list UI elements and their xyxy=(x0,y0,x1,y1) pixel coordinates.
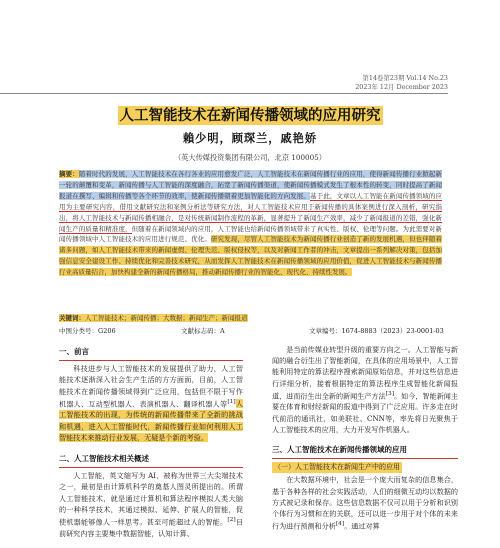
citation: [3] xyxy=(385,390,395,397)
citation: [4] xyxy=(335,521,345,528)
affiliation: （英大传媒投资集团有限公司，北京 100005） xyxy=(174,153,326,162)
intro-text: 科技进步与人工智能技术的发展提供了助力，人工智能技术逐渐深入社会生产生活的方方面面，目前，人工智能技术在新闻传播领域得到广泛应用，包括但不限于写作机器人、互动型机器人、表演机器人、翻译机器人等 xyxy=(59,364,243,409)
citation: [2] xyxy=(227,517,236,523)
issue-date: 2023年 12月 December 2023 xyxy=(355,82,448,91)
right-column xyxy=(272,344,458,532)
section-heading-overview: 二、人工智能技术相关概述 xyxy=(59,451,243,468)
applications-paragraph xyxy=(272,474,458,531)
applications-text: 在大数据环境中，社会是一个庞大而复杂的信息集合，基于各种各样的社会实践活动，人们的细微互动均以数据的方式被记录和保存。这些信息数据不仅可以用于分析和识别个体行为习惯和在的关联，还可以进一步用于对个体的未来行为进行预测和分析 xyxy=(272,475,458,531)
intro-highlight: 人工智能技术的出现，为传统的新闻传播带来了全新的挑战和机遇，进入人工智能时代，新闻传播行业如何利用人工智能技术来推动行业发展，无疑是个新的考验。 xyxy=(59,399,244,442)
header-rule xyxy=(0,93,448,94)
section-heading-applications: 三、人工智能技术在新闻传播领域的应用 xyxy=(272,442,458,459)
intro-paragraph xyxy=(59,363,243,443)
overview-text-cont: 目前研究内容主要集中数据智能，认知计算、 xyxy=(59,517,244,538)
document-code: 文献标志码：A xyxy=(181,327,225,335)
article-number: 文章编号：1674-8883（2023）23-0001-03 xyxy=(309,327,444,335)
abstract-highlight-blue: 随着时代的发展，人工智能技术在各行各业的应用愈发广泛，人工智能技术在新闻传播行业的应用，使得新闻传播行业掀起新一轮的颠覆和变革，新闻传播与人工智能的深度融合，拓宽了新闻传播渠道，使新闻传播模式发生了根本性的转变，同时提高了新闻报道在撰写、编辑和传播等各个环节的效率，使新闻传播朝着更加智能化的方向发展。 xyxy=(59,170,443,200)
section-heading-intro: 一、前言 xyxy=(59,344,243,361)
left-column xyxy=(59,344,243,539)
right-paragraph xyxy=(272,344,458,435)
abstract xyxy=(59,169,442,278)
subsection-heading: （一）人工智能技术在新闻生产中的应用 xyxy=(272,462,402,473)
classification-number: 中图分类号：G206 xyxy=(59,327,116,335)
paper-title-text: 人工智能技术在新闻传播领域的应用研究 xyxy=(119,107,381,124)
right-text-cont: 。如今，智能新闻主要在体育和财经新闻的报道中得到了广泛应用。许多走在时代前沿的通讯社，如美联社、CNN等，率先将日光聚焦于人工智能技术的应用，大力开发写作机器人。 xyxy=(272,391,459,434)
paper-title xyxy=(0,104,500,125)
right-text: 是当前传媒业转型升级的重要方向之一。人工智能与新闻的融合衍生出了智能新闻，在具体的应用场景中，人工智能利用特定的算法程序搜索新闻原始信息，并对这些信息进行详细分析，接着根据特定的算法程序生成智能化新闻报道，进而衍生出全新的新闻生产方法 xyxy=(272,345,458,401)
abstract-highlight-yellow: 研究发现，尽管人工智能技术为新闻传播行业创造了新的发展机遇，但也伴随着诸多问题，如人工智能技术带来的新闻虚假、伦理失范、版权侵权等，以及对新闻工作者的冲击，文章提出一系列解决对策，包括加强信息安全建设工作、持续优化和完善技术研究，从而发挥人工智能技术在新闻传播领域的应用价值，促进人工智能技术与新闻传播行业高质量结合，加快构建全新的新闻传播格局，推动新闻传播行业的智能化、现代化、持续性发展。 xyxy=(59,235,443,277)
keywords-text: 人工智能技术；新闻传播；大数据；新闻生产；新闻报道 xyxy=(85,314,248,322)
citation: [1] xyxy=(227,398,236,405)
abstract-underlined: 基于此，文章以人工智能在新闻传播领域的应用为主要研究内容，借用文献研究法和案例分析法等研究方法，对人工智能技术应用于新闻传播的具体案例进行深入剖析，研究指出，将人工智能技术与新闻传播相融合，是对传统新闻制作流程的革新，显著提升了新闻生产效率，减少了新闻报道的差错，强化新闻生产的质量和精准度， xyxy=(59,191,443,233)
keywords xyxy=(59,313,442,323)
abstract-text: 但随着在新闻领域内的应用，人工智能也给新闻传播领域带来了真实性、版权、伦理等问题。为此需要对新闻传播领域中人工智能技术的应用进行规范、优化。 xyxy=(59,224,443,244)
applications-text-cont: 。通过对算 xyxy=(344,521,380,531)
journal-header xyxy=(355,74,448,91)
issue-info: 第14卷第23期 Vol.14 No.23 xyxy=(362,74,448,82)
abstract-label: 摘要： xyxy=(59,170,79,178)
overview-text: 人工智能，英文缩写为 AI，被称为世界三大尖端技术之一，最初是由计算机科学的奠基人图灵所提出的。所谓人工智能技术，就是通过计算机和算法程序模拟人类大脑的一种科学技术，其通过模拟、延伸、扩展人的智能，促使机器能够像人一样思考。甚至可能超过人的智能。 xyxy=(59,471,243,527)
author-list: 賴少明，顾琛兰，戚艳娇 xyxy=(182,131,318,145)
overview-paragraph xyxy=(59,470,243,539)
keywords-label: 关键词： xyxy=(59,314,85,322)
